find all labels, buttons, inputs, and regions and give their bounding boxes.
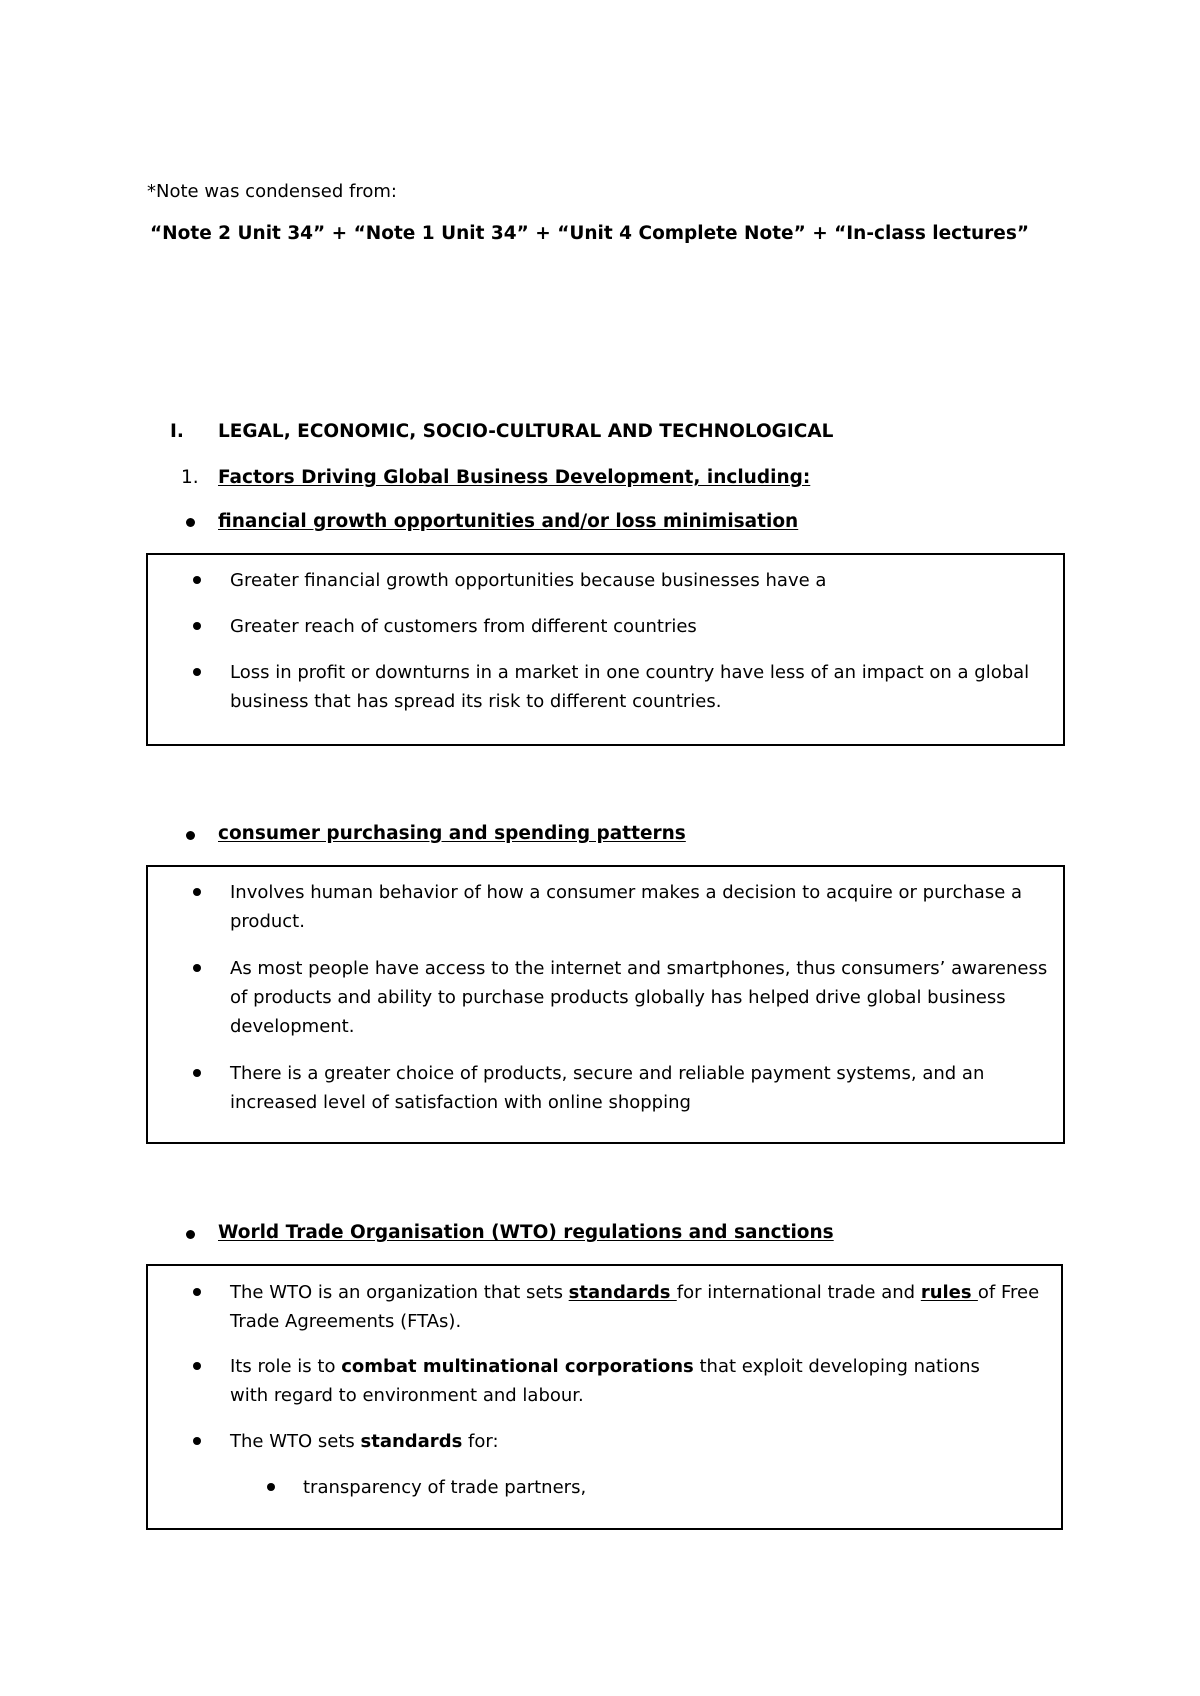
topic-bullet-icon <box>186 1230 195 1239</box>
wto-text: The WTO is an organization that sets <box>230 1282 569 1303</box>
list-bullet-icon <box>193 622 201 630</box>
list-bullet-icon <box>193 1069 201 1077</box>
list-item <box>230 1427 1050 1456</box>
topic-bullet-icon <box>186 518 195 527</box>
list-item: Greater reach of customers from different countries <box>230 616 697 637</box>
topic-title-wto: World Trade Organisation (WTO) regulations and sanctions <box>218 1222 834 1243</box>
wto-keyword-standards: standards <box>568 1282 677 1303</box>
wto-text: that exploit developing nations with regard to environment and labour. <box>230 1356 980 1406</box>
condensed-note-intro: *Note was condensed from: <box>147 181 397 202</box>
list-bullet-icon <box>193 668 201 676</box>
list-item: Loss in profit or downturns in a market in one country have less of an impact on a global business that has spread its risk to different countries. <box>230 662 1030 712</box>
sub-list-item: transparency of trade partners, <box>303 1477 587 1498</box>
section-title: LEGAL, ECONOMIC, SOCIO-CULTURAL AND TECHNOLOGICAL <box>218 421 834 442</box>
list-bullet-icon <box>193 888 201 896</box>
list-bullet-icon <box>193 1288 201 1296</box>
subsection-number: 1. <box>181 467 199 488</box>
list-bullet-icon <box>193 1437 201 1445</box>
list-bullet-icon <box>193 576 201 584</box>
wto-keyword-combat: combat multinational corporations <box>341 1356 694 1377</box>
topic-bullet-icon <box>186 831 195 840</box>
list-item: As most people have access to the internet and smartphones, thus consumers’ awareness of products and ability to purchase products globally has helped drive global business development. <box>230 958 1048 1037</box>
sub-list-bullet-icon <box>267 1483 275 1491</box>
subsection-title: Factors Driving Global Business Development, including: <box>218 467 811 488</box>
list-item <box>230 1352 1020 1410</box>
topic-title-financial: financial growth opportunities and/or loss minimisation <box>218 511 799 532</box>
list-item: There is a greater choice of products, secure and reliable payment systems, and an increased level of satisfaction with online shopping <box>230 1063 985 1113</box>
list-bullet-icon <box>193 964 201 972</box>
list-item <box>230 1278 1040 1336</box>
list-bullet-icon <box>193 1362 201 1370</box>
list-item: Involves human behavior of how a consumer makes a decision to acquire or purchase a product. <box>230 882 1023 932</box>
source-list: “Note 2 Unit 34” + “Note 1 Unit 34” + “Unit 4 Complete Note” + “In-class lectures” <box>150 223 1029 244</box>
list-item: Greater financial growth opportunities because businesses have a <box>230 570 827 591</box>
section-numeral: I. <box>170 421 184 442</box>
wto-keyword-rules: rules <box>920 1282 978 1303</box>
wto-text: of Free Trade Agreements (FTAs). <box>230 1282 1040 1332</box>
wto-text: for: <box>462 1431 499 1452</box>
wto-keyword-standards: standards <box>360 1431 463 1452</box>
topic-title-consumer: consumer purchasing and spending patterns <box>218 823 686 844</box>
wto-text: The WTO sets <box>230 1431 361 1452</box>
wto-text: for international trade and <box>676 1282 921 1303</box>
wto-text: Its role is to <box>230 1356 342 1377</box>
